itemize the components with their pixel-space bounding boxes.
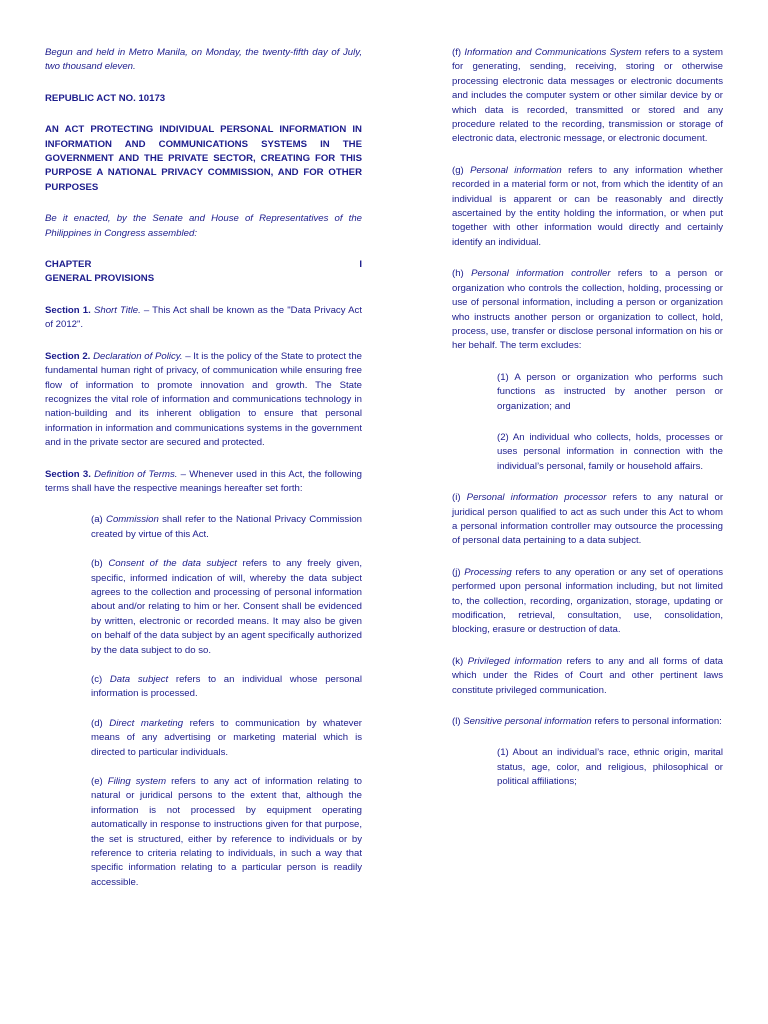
definition-text: refers to a person or organization who controls the collection, holding, processing or use of personal information, including a person or organization who instructs another person or organization to collect, hold, process, use, transfer or disclose personal information on his or her behalf. The term excludes:	[452, 268, 723, 352]
enacting-clause: Be it enacted, by the Senate and House of Representatives of the Philippines in Congress assembled:	[45, 213, 362, 239]
definition-term: Filing system	[107, 776, 167, 788]
definition-prefix: (k)	[452, 655, 468, 667]
definition-term: Sensitive personal information	[463, 716, 592, 728]
section-text: – This Act shall be known as the "Data Privacy Act of 2012".	[45, 304, 362, 331]
section-label: Section 2.	[45, 350, 91, 362]
section-3	[45, 468, 362, 497]
definition-text: refers to any freely given, specific, informed indication of will, whereby the data subject agrees to the collection and processing of personal information about and/or relating to him or her. Consent shall be evidenced by written, electronic or recorded means. It may also be given on behalf of the data subject by an agent specifically authorized by the data subject to do so.	[91, 558, 363, 656]
definition-term: Direct marketing	[109, 717, 184, 729]
definition-text: refers to a system for generating, sending, receiving, storing or otherwise processing electronic data messages or electronic documents and includes the computer system or other similar device by or which data is recorded, transmitted or stored and any procedure related to the recording, transmission or storage of electronic data, electronic message, or electronic document.	[452, 47, 723, 145]
definition-term: Commission	[106, 514, 159, 526]
definition-term: Personal information	[470, 164, 562, 176]
definition-term: Consent of the data subject	[108, 558, 237, 570]
section-label: Section 1.	[45, 304, 91, 316]
left-column	[45, 46, 362, 890]
definition-text: refers to an individual whose personal information is processed.	[91, 674, 362, 700]
definition-text: shall refer to the National Privacy Commission created by virtue of this Act.	[91, 514, 362, 540]
definition-f	[452, 46, 723, 147]
section-heading: Short Title.	[93, 304, 141, 316]
chapter-label: CHAPTER	[45, 259, 92, 271]
definition-prefix: (d)	[91, 717, 110, 729]
section-heading: Definition of Terms.	[94, 468, 178, 480]
definition-prefix: (j)	[452, 566, 465, 578]
definition-term: Data subject	[109, 674, 169, 685]
definition-text: refers to communication by whatever means of any advertising or marketing material which is directed to particular individuals.	[91, 717, 362, 758]
definition-g	[452, 164, 723, 250]
definition-j	[452, 566, 723, 638]
intro-text: Begun and held in Metro Manila, on Monday, the twenty-fifth day of July, two thousand eleven.	[45, 47, 362, 73]
section-heading: Declaration of Policy.	[93, 350, 183, 362]
definition-c	[91, 673, 362, 702]
section-text: – It is the policy of the State to protect the fundamental human right of privacy, of communication while ensuring free flow of information to promote innovation and growth. The State recognizes the vital role of information and communications technology in nation-building and its inherent obligation to ensure that personal information in information and communications systems in the government and in the private sector are secured and protected.	[45, 350, 363, 449]
chapter-title: GENERAL PROVISIONS	[45, 273, 155, 285]
definition-prefix: (g)	[452, 164, 471, 176]
definition-prefix: (f)	[452, 47, 465, 58]
definition-prefix: (h)	[452, 268, 472, 280]
definition-a	[91, 513, 362, 542]
definition-l1: (1) About an individual’s race, ethnic origin, marital status, age, color, and religious, philosophical or political affiliations;	[497, 747, 723, 788]
definition-h	[452, 267, 723, 353]
chapter-number: I	[359, 259, 362, 271]
definition-h2: (2) An individual who collects, holds, processes or uses personal information in connection with the individual’s personal, family or household affairs.	[497, 431, 723, 472]
chapter-heading	[45, 258, 362, 272]
definition-h1: (1) A person or organization who performs such functions as instructed by another person or organization; and	[497, 371, 723, 412]
definition-prefix: (b)	[91, 558, 109, 570]
definition-text: refers to personal information:	[591, 716, 722, 728]
section-2	[45, 350, 362, 451]
definition-k	[452, 655, 723, 698]
definition-l	[452, 715, 723, 729]
definition-term: Processing	[464, 566, 512, 578]
definition-prefix: (e)	[91, 776, 108, 788]
definition-term: Privileged information	[467, 655, 562, 667]
definition-i	[452, 491, 723, 549]
section-text: – Whenever used in this Act, the following terms shall have the respective meanings hereafter set forth:	[45, 468, 363, 494]
act-title: AN ACT PROTECTING INDIVIDUAL PERSONAL INFORMATION IN INFORMATION AND COMMUNICATIONS SYSTEMS IN THE GOVERNMENT AND THE PRIVATE SECTOR, CREATING FOR THIS PURPOSE A NATIONAL PRIVACY COMMISSION, AND FOR OTHER PURPOSES	[45, 124, 362, 193]
definition-text: refers to any information whether recorded in a material form or not, from which the identity of an individual is apparent or can be reasonably and directly ascertained by the entity holding the information, or when put together with other information would directly and certainly identify an individual.	[452, 164, 723, 248]
definition-text: refers to any operation or any set of operations performed upon personal information including, but not limited to, the collection, recording, organization, storage, updating or modification, retrieval, consultation, use, consolidation, blocking, erasure or destruction of data.	[452, 566, 723, 636]
definition-e	[91, 775, 362, 890]
section-label: Section 3.	[45, 468, 91, 480]
definition-term: Personal information controller	[471, 268, 611, 280]
definition-prefix: (i)	[452, 492, 467, 504]
definition-b	[91, 557, 362, 658]
definition-text: refers to any natural or juridical person qualified to act as such under this Act to whom a personal information controller may outsource the processing of personal data pertaining to a data subject.	[452, 492, 724, 547]
right-column	[452, 46, 723, 790]
definition-prefix: (l)	[452, 716, 464, 728]
act-number: REPUBLIC ACT NO. 10173	[45, 92, 166, 104]
definition-prefix: (a)	[91, 514, 107, 526]
definition-d	[91, 717, 362, 760]
section-1	[45, 304, 362, 333]
definition-term: Personal information processor	[466, 492, 607, 504]
definition-text: refers to any and all forms of data which under the Rides of Court and other pertinent laws constitute privileged communication.	[452, 655, 723, 696]
definition-text: refers to any act of information relating to natural or juridical persons to the extent that, although the information is not processed by equipment operating automatically in response to instructions given for that purpose, the set is structured, either by reference to individuals or by reference to criteria relating to individuals, in such a way that specific information relating to a particular person is readily accessible.	[91, 776, 362, 888]
definition-prefix: (c)	[91, 674, 110, 685]
definition-term: Information and Communications System	[464, 47, 642, 58]
